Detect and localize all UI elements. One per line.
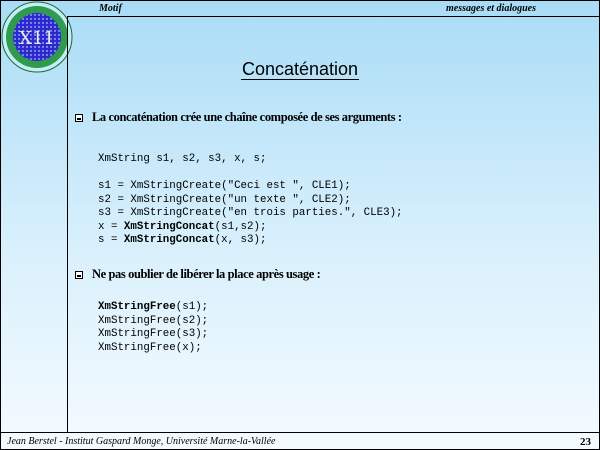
code-line: [98, 221, 403, 235]
code-line: [98, 234, 403, 248]
code-line: [98, 207, 403, 221]
code-line: [98, 328, 208, 342]
code-line: [98, 315, 208, 329]
footer-author: Jean Berstel - Institut Gaspard Monge, Université Marne-la-Vallée: [7, 436, 276, 447]
code-keyword: XmStringConcat: [123, 220, 215, 233]
footer-rule: [1, 432, 599, 433]
logo-text: X11: [19, 28, 55, 49]
code-line: [98, 194, 403, 208]
bullet-text-1: La concaténation crée une chaîne composée de ses arguments :: [92, 110, 402, 124]
code-block-2: [98, 301, 208, 355]
code-text: (x, s3);: [214, 234, 267, 246]
code-text: s1 = XmStringCreate("Ceci est ", CLE1);: [98, 180, 351, 192]
code-text: x =: [98, 220, 124, 233]
code-keyword: XmStringFree: [98, 301, 176, 313]
code-line: [98, 153, 403, 167]
header-left: Motif: [99, 3, 122, 14]
code-text: s2 = XmStringCreate("un texte ", CLE2);: [98, 193, 351, 206]
code-text: s =: [98, 234, 124, 246]
code-line: [98, 180, 403, 194]
bullet-text-2: Ne pas oublier de libérer la place après usage :: [92, 267, 321, 281]
bullet-icon: [75, 271, 83, 279]
code-text: XmStringFree(x);: [98, 341, 202, 354]
slide-title-text: Concaténation: [241, 59, 359, 79]
page-number: 23: [580, 436, 591, 448]
code-line: [98, 301, 208, 315]
code-line: [98, 342, 208, 356]
code-text: (s1,s2);: [214, 220, 267, 233]
code-text: XmStringFree(s2);: [98, 314, 209, 327]
code-text: XmStringFree(s3);: [98, 328, 209, 340]
code-keyword: XmStringConcat: [123, 234, 215, 246]
header-rule: [67, 16, 599, 17]
bullet-icon: [75, 114, 83, 122]
code-text: (s1);: [175, 301, 209, 313]
header-right: messages et dialogues: [446, 3, 536, 14]
code-line: [98, 167, 403, 181]
slide-title: [1, 59, 599, 80]
code-block-1: [98, 153, 403, 248]
code-text: s3 = XmStringCreate("en trois parties.", CLE3);: [98, 207, 403, 219]
code-text: XmString s1, s2, s3, x, s;: [98, 153, 267, 165]
